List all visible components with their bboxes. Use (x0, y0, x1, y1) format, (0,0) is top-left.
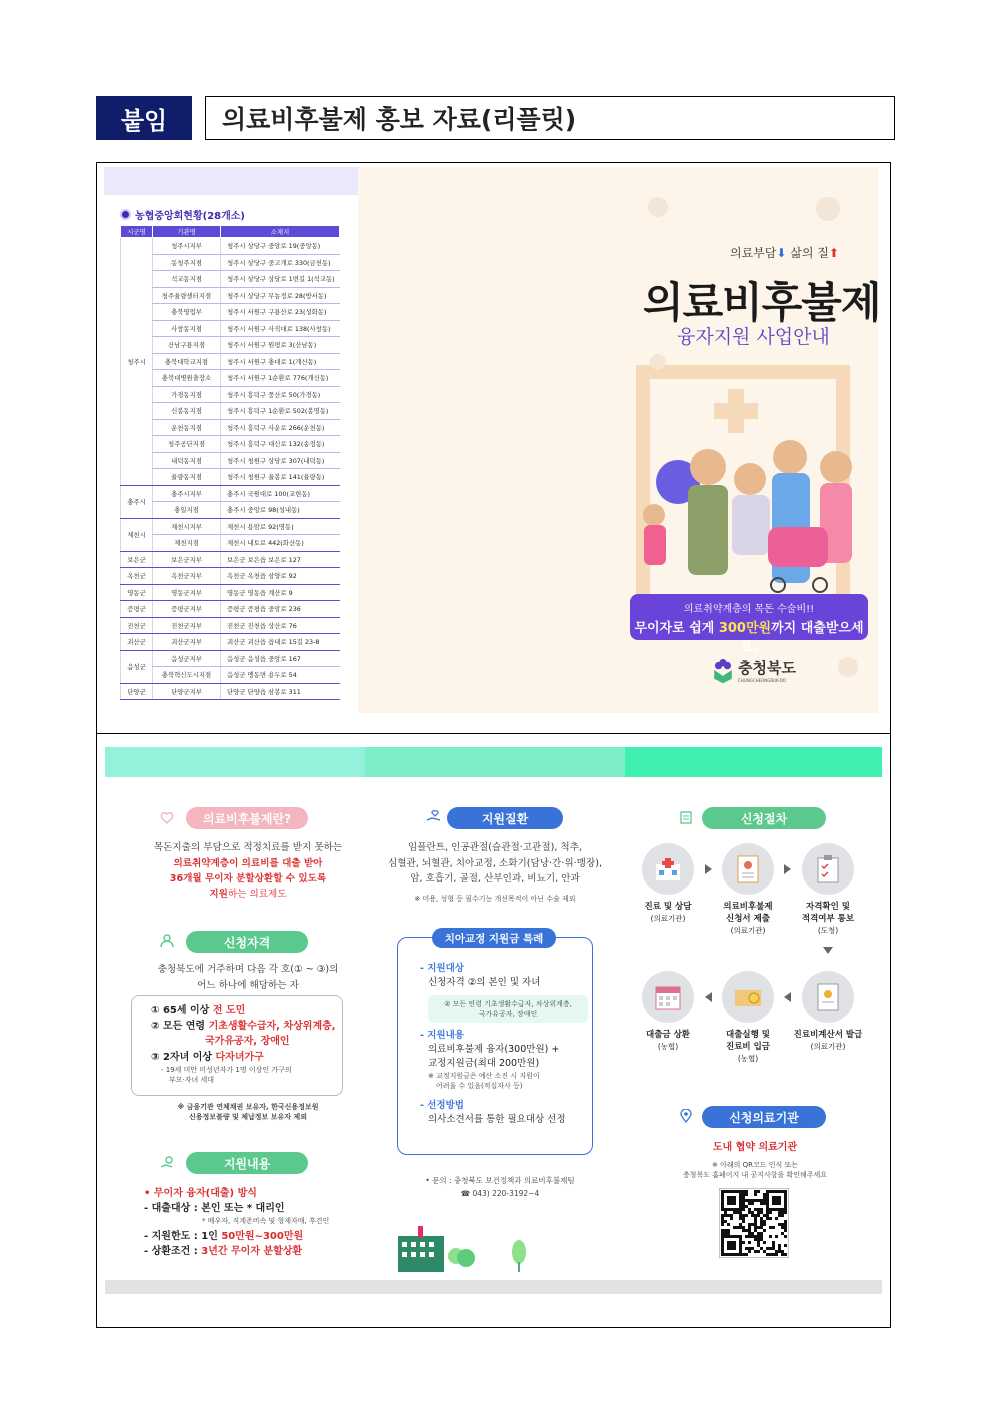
branch-name-cell: 청주율량센터지점 (153, 287, 221, 304)
table-row (121, 304, 340, 321)
table-row (121, 254, 340, 271)
cover-banner: 의료취약계층의 목돈 수술비!! 무이자로 쉽게 300만원까지 대출받으세요. (630, 594, 868, 640)
table-row (121, 535, 340, 552)
address-cell: 영동군 영동읍 계산로 9 (221, 584, 340, 601)
step-application-icon (722, 843, 774, 895)
step-2-label: 의료비후불제 신청서 제출 (의료기관) (723, 902, 773, 935)
address-cell: 청주시 서원구 원평로 3(산남동) (221, 337, 340, 354)
address-cell: 청주시 흥덕구 대신로 132(송정동) (221, 436, 340, 453)
city-cell: 옥천군 (121, 568, 153, 585)
address-cell: 청주시 상당구 중앙로 19(중앙동) (221, 238, 340, 255)
hand-coin-icon (160, 1156, 174, 1170)
address-cell: 청주시 흥덕구 풍산로 50(가경동) (221, 386, 340, 403)
support-heading: 지원내용 (186, 1152, 308, 1174)
city-cell: 영동군 (121, 584, 153, 601)
table-row (121, 584, 340, 601)
ortho-content: - 지원대상 신청자격 ②의 본인 및 자녀 ② 모든 연령 기초생활수급자, 차상위계층, 국가유공자, 장애인 - 지원내용 의료비후불제 융자(300만원) + 교정지원금(최대 200만원) ※ 교정지원금은 예산 소진 시 지원이 어려울 수 있음(적십자사 등) - 선정방법 의사소견서를 통한 필요대상 선정 (420, 962, 590, 1127)
diseases-text: 임플란트, 인공관절(슬관절·고관절), 척추, 심혈관, 뇌혈관, 치아교정, 소화기(담낭·간·위·맹장), 암, 호흡기, 골절, 산부인과, 비뇨기, 안과 (387, 842, 603, 884)
branch-name-cell: 단양군지부 (153, 683, 221, 700)
city-cell: 괴산군 (121, 634, 153, 651)
table-row (121, 617, 340, 634)
table-row (121, 485, 340, 502)
address-cell: 청주시 청원구 율봉로 141(율량동) (221, 469, 340, 486)
cover-tagline: 의료부담⬇ 삶의 질⬆ (730, 246, 839, 260)
what-heading: 의료비후불제란? (186, 807, 308, 829)
col-city: 시군명 (121, 226, 153, 238)
branch-table (120, 225, 340, 700)
city-cell: 단양군 (121, 683, 153, 700)
clipboard-icon (680, 810, 692, 824)
table-row (121, 650, 340, 667)
step-1-label: 진료 및 상담 (의료기관) (644, 902, 692, 923)
eligibility-exclusion: ※ 금융기관 연체채권 보유자, 한국신용정보원 신용정보불량 및 체납정보 보유자 제외 (177, 1103, 319, 1121)
address-cell: 증평군 증평읍 중앙로 236 (221, 601, 340, 618)
address-cell: 청주시 상당구 상당로 1번길 1(석교동) (221, 271, 340, 288)
table-row (121, 271, 340, 288)
branch-name-cell: 산남구룡지점 (153, 337, 221, 354)
table-row (121, 386, 340, 403)
city-cell: 충주시 (121, 485, 153, 518)
table-row (121, 601, 340, 618)
address-cell: 음성군 음성읍 중앙로 167 (221, 650, 340, 667)
color-band-2 (365, 747, 625, 777)
table-row (121, 320, 340, 337)
address-cell: 청주시 서원구 구룡산로 23(성화동) (221, 304, 340, 321)
table-row (121, 667, 340, 684)
address-cell: 괴산군 괴산읍 읍내로 15길 23-8 (221, 634, 340, 651)
step-4-label: 진료비계산서 발급 (의료기관) (793, 1030, 863, 1051)
address-cell: 청주시 흥덕구 사운로 266(운천동) (221, 419, 340, 436)
branch-name-cell: 충북대학교지점 (153, 353, 221, 370)
eligibility-list: ① 65세 이상 전 도민 ② 모든 연령 기초생활수급자, 차상위계층, 국가유공자, 장애인 ③ 2자녀 이상 다자녀가구 - 19세 미만 미성년자가 1명 이상인 가구의 부모·자녀 세대 (151, 1005, 336, 1084)
contact-info: • 문의 : 충청북도 보건정책과 의료비후불제팀 ☎ 043) 220-3192~4 (425, 1176, 575, 1198)
document-title: 의료비후불제 홍보 자료(리플릿) (205, 96, 895, 140)
ortho-heading: 치아교정 지원금 특례 (432, 928, 556, 948)
branch-name-cell: 괴산군지부 (153, 634, 221, 651)
step-5-label: 대출실행 및 진료비 입금 (농협) (725, 1030, 770, 1063)
table-row (121, 683, 340, 700)
up-arrow-icon: ⬆ (828, 246, 839, 260)
cover-title: 의료비후불제 (643, 278, 881, 327)
hospitals-text: 도내 협약 의료기관 (712, 1142, 798, 1153)
branch-table-title: 농협중앙회현황(28개소) (120, 207, 245, 222)
table-row (121, 403, 340, 420)
table-row (121, 287, 340, 304)
step-loan-icon (722, 971, 774, 1023)
step-3-label: 자격확인 및 적격여부 통보 (도청) (801, 902, 855, 935)
address-cell: 진천군 진천읍 상산로 76 (221, 617, 340, 634)
process-heading: 신청절차 (702, 807, 826, 829)
address-cell: 청주시 서원구 1순환로 776(개신동) (221, 370, 340, 387)
branch-name-cell: 내덕동지점 (153, 452, 221, 469)
step-invoice-icon (802, 971, 854, 1023)
hospitals-note: ※ 아래의 QR코드 인식 또는 충청북도 홈페이지 내 공지사항을 확인해주세요 (682, 1161, 828, 1179)
branch-name-cell: 옥천군지부 (153, 568, 221, 585)
address-cell: 제천시 용암로 92(명동) (221, 518, 340, 535)
eligibility-heading: 신청자격 (186, 931, 308, 953)
col-branch: 기관명 (153, 226, 221, 238)
branch-name-cell: 보은군지부 (153, 551, 221, 568)
city-cell: 진천군 (121, 617, 153, 634)
address-cell: 음성군 맹동면 용두로 54 (221, 667, 340, 684)
table-row (121, 551, 340, 568)
address-cell: 충주시 국원대로 100(교현동) (221, 485, 340, 502)
hospital-illustration (386, 1222, 531, 1274)
city-cell: 청주시 (121, 238, 153, 486)
attachment-tag: 붙임 (96, 96, 192, 140)
arrow-down-icon (823, 947, 833, 954)
cover-subtitle: 융자지원 사업안내 (677, 326, 830, 348)
qr-code-icon[interactable] (719, 1188, 789, 1258)
address-cell: 청주시 서원구 충대로 1(개신동) (221, 353, 340, 370)
branch-name-cell: 진천군지부 (153, 617, 221, 634)
table-row (121, 337, 340, 354)
step-consult-icon (642, 843, 694, 895)
footer-band (105, 1280, 882, 1294)
city-cell: 증평군 (121, 601, 153, 618)
address-cell: 청주시 상당구 무농정로 28(방서동) (221, 287, 340, 304)
address-cell: 옥천군 옥천읍 삼양로 92 (221, 568, 340, 585)
arrow-left-icon (784, 992, 791, 1002)
province-logo: 충청북도 CHUNGCHEONGBUK-DO (712, 656, 796, 684)
branch-name-cell: 음성군지부 (153, 650, 221, 667)
branch-name-cell: 충북영업부 (153, 304, 221, 321)
branch-name-cell: 동청주지점 (153, 254, 221, 271)
branch-name-cell: 신봉동지점 (153, 403, 221, 420)
branch-name-cell: 충주시지부 (153, 485, 221, 502)
col-address: 소재지 (221, 226, 340, 238)
branch-name-cell: 충일지점 (153, 502, 221, 519)
step-verification-icon (802, 843, 854, 895)
table-header-band (104, 167, 358, 195)
address-cell: 청주시 서원구 사직대로 138(사창동) (221, 320, 340, 337)
down-arrow-icon: ⬇ (776, 246, 787, 260)
branch-name-cell: 영동군지부 (153, 584, 221, 601)
branch-name-cell: 사창동지점 (153, 320, 221, 337)
address-cell: 청주시 흥덕구 1순환로 502(봉명동) (221, 403, 340, 420)
branch-name-cell: 청주시지부 (153, 238, 221, 255)
branch-name-cell: 운천동지점 (153, 419, 221, 436)
table-row (121, 452, 340, 469)
city-cell: 보은군 (121, 551, 153, 568)
hand-heart-icon (426, 810, 442, 824)
province-mark-icon (712, 656, 734, 684)
table-row (121, 238, 340, 255)
table-row (121, 634, 340, 651)
step-6-label: 대출금 상환 (농협) (645, 1030, 690, 1051)
table-row (121, 353, 340, 370)
table-row (121, 436, 340, 453)
address-cell: 제천시 내토로 442(화산동) (221, 535, 340, 552)
step-repayment-icon (642, 971, 694, 1023)
color-band-3 (625, 747, 882, 777)
branch-name-cell: 가경동지점 (153, 386, 221, 403)
branch-name-cell: 제천시지부 (153, 518, 221, 535)
branch-name-cell: 율량동지점 (153, 469, 221, 486)
address-cell: 청주시 청원구 상당로 307(내덕동) (221, 452, 340, 469)
city-cell: 제천시 (121, 518, 153, 551)
address-cell: 단양군 단양읍 삼봉로 311 (221, 683, 340, 700)
color-band-1 (105, 747, 365, 777)
table-row (121, 502, 340, 519)
address-cell: 청주시 상당구 중고개로 330(금천동) (221, 254, 340, 271)
branch-name-cell: 청주공단지점 (153, 436, 221, 453)
table-row (121, 518, 340, 535)
arrow-left-icon (705, 992, 712, 1002)
table-row (121, 419, 340, 436)
table-row (121, 568, 340, 585)
branch-name-cell: 충북대병원출장소 (153, 370, 221, 387)
address-cell: 충주시 중앙로 98(성내동) (221, 502, 340, 519)
heart-icon (160, 811, 174, 825)
eligibility-intro: 충청북도에 거주하며 다음 각 호(① ~ ③)의 어느 하나에 해당하는 자 (157, 964, 339, 991)
diseases-heading: 지원질환 (447, 807, 563, 829)
branch-name-cell: 석교동지점 (153, 271, 221, 288)
branch-name-cell: 충북혁신도시지점 (153, 667, 221, 684)
branch-name-cell: 제천지점 (153, 535, 221, 552)
diseases-note: ※ 미용, 성형 등 필수기능 개선목적이 아닌 수술 제외 (414, 895, 576, 903)
support-list: • 무이자 융자(대출) 방식 - 대출대상 : 본인 또는 * 대리인 * 배우자, 직계존비속 및 형제자매, 후견인 - 지원한도 : 1인 50만원~300만원 - 상환조건 : 3년간 무이자 분할상환 (144, 1188, 330, 1257)
hospitals-heading: 신청의료기관 (702, 1106, 826, 1128)
table-row (121, 469, 340, 486)
arrow-right-icon (705, 864, 712, 874)
city-cell: 음성군 (121, 650, 153, 683)
arrow-right-icon (784, 864, 791, 874)
table-row (121, 370, 340, 387)
what-text: 목돈지출의 부담으로 적정치료를 받지 못하는 의료취약계층이 의료비를 대출 받아 36개월 무이자 분할상환할 수 있도록 지원하는 의료제도 (153, 842, 343, 900)
location-pin-icon (680, 1109, 692, 1123)
bullet-icon (120, 209, 131, 220)
person-icon (160, 934, 174, 948)
address-cell: 보은군 보은읍 보은로 127 (221, 551, 340, 568)
branch-name-cell: 증평군지부 (153, 601, 221, 618)
